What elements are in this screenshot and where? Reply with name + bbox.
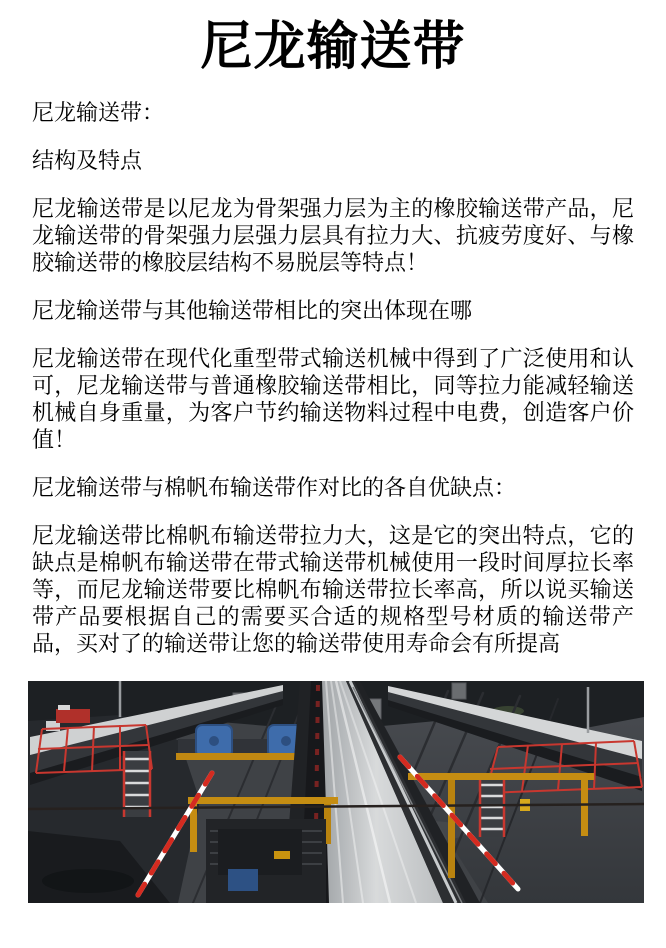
paragraph-section-cotton-compare: 尼龙输送带与棉帆布输送带作对比的各自优缺点： bbox=[32, 474, 517, 500]
paragraph-section-structure: 结构及特点 bbox=[32, 147, 143, 173]
paragraph-lead: 尼龙输送带： bbox=[32, 99, 165, 125]
paragraph-compare-detail: 尼龙输送带在现代化重型带式输送机械中得到了广泛使用和认可，尼龙输送带与普通橡胶输送带相比，同等拉力能减轻输送机械自身重量，为客户节约输送物料过程中电费，创造客户价值！ bbox=[32, 345, 634, 452]
feeder-machine bbox=[206, 819, 326, 903]
conveyor-scene bbox=[28, 681, 644, 903]
paragraph-structure-detail: 尼龙输送带是以尼龙为骨架强力层为主的橡胶输送带产品，尼龙输送带的骨架强力层强力层具有拉力大、抗疲劳度好、与橡胶输送带的橡胶层结构不易脱层等特点！ bbox=[32, 195, 634, 275]
conveyor-belt-photo bbox=[28, 681, 644, 903]
article-page bbox=[0, 18, 666, 948]
paragraph-section-compare: 尼龙输送带与其他输送带相比的突出体现在哪 bbox=[32, 297, 473, 323]
paragraph-cotton-compare-detail: 尼龙输送带比棉帆布输送带拉力大，这是它的突出特点，它的缺点是棉帆布输送带在带式输送带机械使用一段时间厚拉长率等，而尼龙输送带要比棉帆布输送带拉长率高，所以说买输送带产品要根据自己的需要买合适的规格型号材质的输送带产品，买对了的输送带让您的输送带使用寿命会有所提高 bbox=[32, 522, 634, 656]
article-body bbox=[0, 99, 666, 657]
page-title: 尼龙输送带 bbox=[200, 18, 466, 76]
